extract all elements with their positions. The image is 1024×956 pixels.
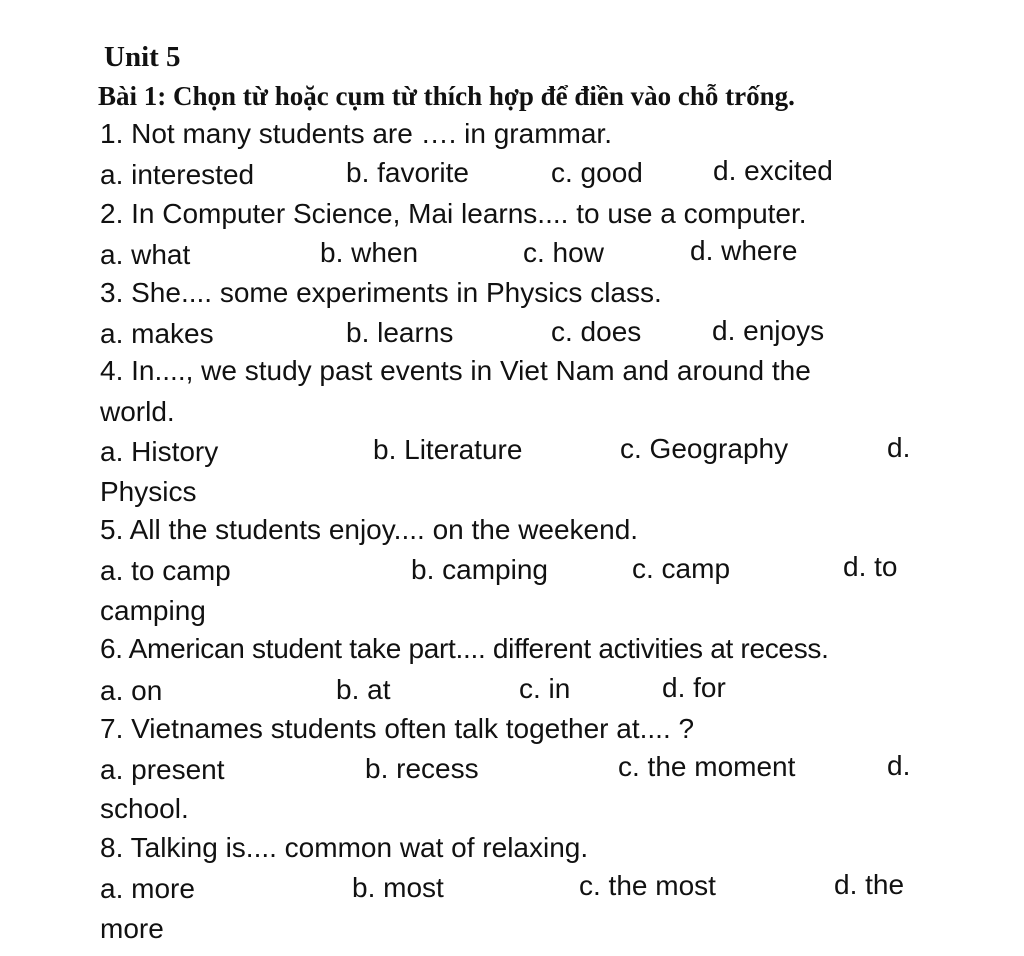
unit-title: Unit 5: [104, 41, 181, 73]
q6-option-a: a. on: [100, 675, 163, 706]
q4-option-b: b. Literature: [373, 434, 523, 465]
q5-option-c: c. camp: [632, 553, 731, 584]
q1-option-b: b. favorite: [346, 157, 469, 188]
q1-option-a: a. interested: [100, 159, 255, 190]
question-2: 2. In Computer Science, Mai learns.... to use a computer.: [100, 198, 807, 229]
q7-option-d-cont: school.: [100, 793, 189, 824]
q2-option-b: b. when: [320, 237, 419, 268]
q3-option-d: d. enjoys: [712, 315, 825, 346]
question-4-cont: world.: [100, 396, 175, 427]
q7-option-b: b. recess: [365, 753, 479, 784]
question-4: 4. In...., we study past events in Viet Nam and around the: [100, 355, 811, 386]
question-6: 6. American student take part.... different activities at recess.: [100, 633, 829, 664]
q8-option-c: c. the most: [579, 870, 716, 901]
q7-option-c: c. the moment: [618, 751, 796, 782]
question-7: 7. Vietnames students often talk together at.... ?: [100, 713, 695, 744]
exercise-title: Bài 1: Chọn từ hoặc cụm từ thích hợp để điền vào chỗ trống.: [98, 81, 795, 111]
q3-option-c: c. does: [551, 316, 642, 347]
q5-option-d-cont: camping: [100, 595, 206, 626]
q2-option-a: a. what: [100, 239, 191, 270]
q8-option-b: b. most: [352, 872, 444, 903]
q2-option-c: c. how: [523, 237, 604, 268]
q2-option-d: d. where: [690, 235, 798, 266]
q6-option-c: c. in: [519, 673, 571, 704]
q1-option-d: d. excited: [713, 155, 833, 186]
q6-option-d: d. for: [662, 672, 726, 703]
q3-option-a: a. makes: [100, 318, 214, 349]
q8-option-d-cont: more: [100, 913, 164, 944]
question-5: 5. All the students enjoy.... on the weekend.: [100, 514, 639, 545]
q6-option-b: b. at: [336, 674, 391, 705]
q5-option-a: a. to camp: [100, 555, 231, 586]
q4-option-d-cont: Physics: [100, 476, 197, 507]
q3-option-b: b. learns: [346, 317, 454, 348]
q4-option-c: c. Geography: [620, 433, 789, 464]
q4-option-d: d.: [887, 432, 911, 463]
q5-option-b: b. camping: [411, 554, 548, 585]
q4-option-a: a. History: [100, 436, 219, 467]
q8-option-a: a. more: [100, 873, 195, 904]
q7-option-a: a. present: [100, 754, 225, 785]
q7-option-d: d.: [887, 750, 911, 781]
q5-option-d: d. to: [843, 551, 898, 582]
question-1: 1. Not many students are …. in grammar.: [100, 118, 612, 149]
question-8: 8. Talking is.... common wat of relaxing.: [100, 832, 589, 863]
q8-option-d: d. the: [834, 869, 905, 900]
question-3: 3. She.... some experiments in Physics class.: [100, 277, 662, 308]
q1-option-c: c. good: [551, 157, 643, 188]
